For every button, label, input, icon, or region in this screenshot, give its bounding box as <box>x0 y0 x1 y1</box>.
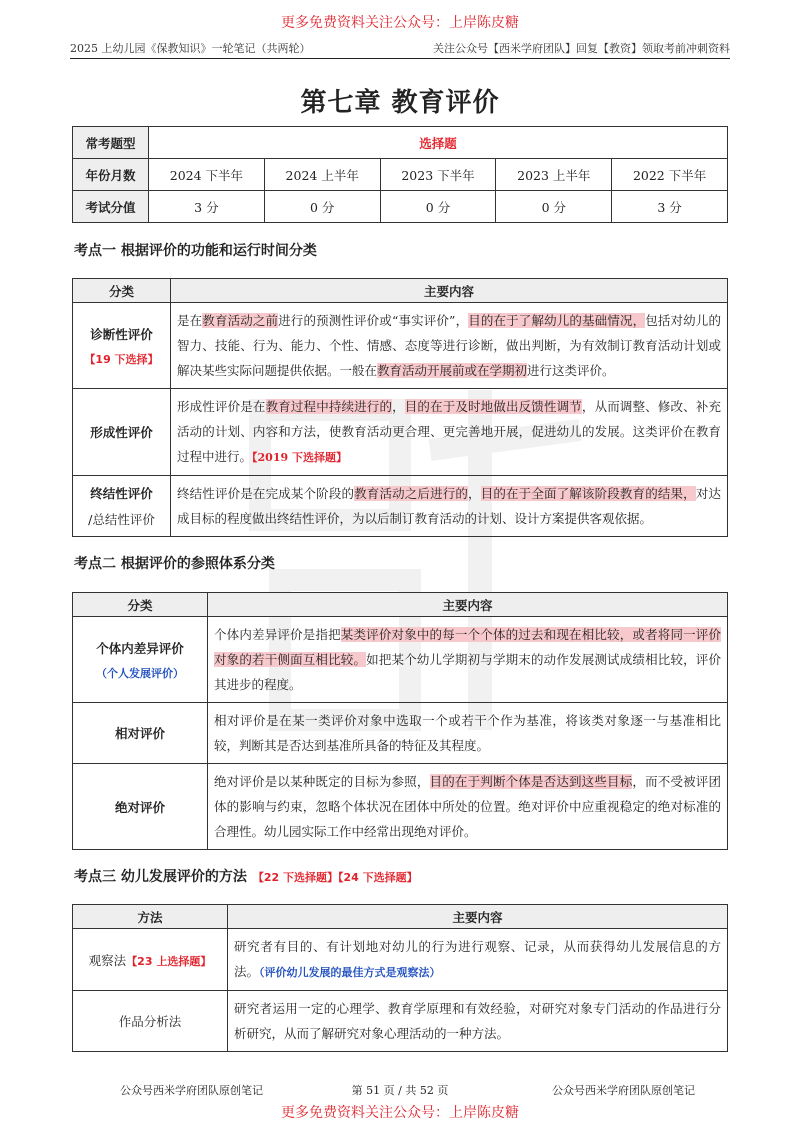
table-row <box>73 703 728 764</box>
year-cell: 2024 下半年 <box>149 159 265 191</box>
exam-tag: 【2019 下选择题】 <box>252 451 347 464</box>
formative-eval-name: 形成性评价 <box>73 389 171 476</box>
section3-title-text: 考点三 幼儿发展评价的方法 <box>74 869 247 885</box>
row-name-text: 个体内差异评价 <box>96 640 184 656</box>
section3-title <box>74 866 418 886</box>
page-number: 第 51 页 / 共 52 页 <box>351 1084 449 1097</box>
section2-table <box>72 592 728 850</box>
row-name-text: 诊断性评价 <box>90 326 153 342</box>
table-row <box>73 929 728 991</box>
score-cell: 0 分 <box>496 191 612 223</box>
table-row <box>73 476 728 537</box>
year-cell: 2023 下半年 <box>380 159 496 191</box>
table-row <box>73 303 728 389</box>
section1-col-category: 分类 <box>73 279 171 303</box>
exam-frequency-table <box>72 126 728 223</box>
work-analysis-method-name: 作品分析法 <box>73 991 228 1052</box>
section1-title: 考点一 根据评价的功能和运行时间分类 <box>74 243 317 259</box>
score-cell: 3 分 <box>612 191 728 223</box>
table-row <box>73 389 728 476</box>
note-text: （评价幼儿发展的最佳方式是观察法） <box>259 966 441 979</box>
score-row <box>73 191 728 223</box>
top-promo-banner: 更多免费资料关注公众号：上岸陈皮糖 <box>281 15 519 31</box>
year-cell: 2024 上半年 <box>264 159 380 191</box>
page-header <box>70 40 730 58</box>
header-left-text: 2025 上幼儿园《保教知识》一轮笔记（共两轮） <box>70 42 311 55</box>
section2-title: 考点二 根据评价的参照体系分类 <box>74 556 275 572</box>
question-type-row <box>73 127 728 159</box>
section3-col-method: 方法 <box>73 905 228 929</box>
header-divider <box>70 58 730 59</box>
row-name-text: 观察法 <box>88 952 127 968</box>
formative-eval-content: 形成性评价是在教育过程中持续进行的，目的在于及时地做出反馈性调节，从而调整、修改、补充活动的计划、内容和方法，使教育活动更合理、更完善地开展，促进幼儿的发展。这类评价在教育过程中进行。【2019 下选择题】 <box>171 389 728 476</box>
footer-right: 公众号西米学府团队原创笔记 <box>552 1084 695 1097</box>
year-label: 年份月数 <box>73 159 149 191</box>
diagnostic-eval-name <box>73 303 171 389</box>
year-cell: 2023 上半年 <box>496 159 612 191</box>
table-row <box>73 764 728 850</box>
bottom-promo-banner: 更多免费资料关注公众号：上岸陈皮糖 <box>281 1105 519 1121</box>
section2-col-category: 分类 <box>73 593 208 617</box>
row-name-alt: （个人发展评价） <box>96 666 184 680</box>
intra-individual-eval-content: 个体内差异评价是指把某类评价对象中的每一个个体的过去和现在相比较，或者将同一评价对象的若干侧面互相比较。如把某个幼儿学期初与学期末的动作发展测试成绩相比较，评价其进步的程度。 <box>208 617 728 703</box>
section1-table <box>72 278 728 537</box>
year-row <box>73 159 728 191</box>
observation-method-content: 研究者有目的、有计划地对幼儿的行为进行观察、记录，从而获得幼儿发展信息的方法。（评价幼儿发展的最佳方式是观察法） <box>228 929 728 991</box>
summative-eval-name <box>73 476 171 537</box>
section1-col-content: 主要内容 <box>171 279 728 303</box>
absolute-eval-content: 绝对评价是以某种既定的目标为参照，目的在于判断个体是否达到这些目标，而不受被评团体的影响与约束，忽略个体状况在团体中所处的位置。绝对评价中应重视稳定的绝对标准的合理性。幼儿园实际工作中经常出现绝对评价。 <box>208 764 728 850</box>
table-row <box>73 617 728 703</box>
summative-eval-content: 终结性评价是在完成某个阶段的教育活动之后进行的，目的在于全面了解该阶段教育的结果，对达成目标的程度做出终结性评价，为以后制订教育活动的计划、设计方案提供客观依据。 <box>171 476 728 537</box>
footer-left: 公众号西米学府团队原创笔记 <box>120 1084 263 1097</box>
score-cell: 3 分 <box>149 191 265 223</box>
section3-col-content: 主要内容 <box>228 905 728 929</box>
intra-individual-eval-name <box>73 617 208 703</box>
score-cell: 0 分 <box>380 191 496 223</box>
chapter-title: 第七章 教育评价 <box>300 88 500 118</box>
table-row <box>73 991 728 1052</box>
row-name-text: 终结性评价 <box>90 486 153 501</box>
relative-eval-name: 相对评价 <box>73 703 208 764</box>
year-cell: 2022 下半年 <box>612 159 728 191</box>
section3-exam-tag: 【22 下选择题】【24 下选择题】 <box>252 871 418 884</box>
relative-eval-content: 相对评价是在某一类评价对象中选取一个或若干个作为基准，将该类对象逐一与基准相比较，判断其是否达到基准所具备的特征及其程度。 <box>208 703 728 764</box>
score-label: 考试分值 <box>73 191 149 223</box>
row-name-alt: /总结性评价 <box>88 512 155 527</box>
section3-table <box>72 904 728 1052</box>
section2-col-content: 主要内容 <box>208 593 728 617</box>
question-type-value: 选择题 <box>149 127 728 159</box>
score-cell: 0 分 <box>264 191 380 223</box>
work-analysis-method-content: 研究者运用一定的心理学、教育学原理和有效经验，对研究对象专门活动的作品进行分析研究，从而了解研究对象心理活动的一种方法。 <box>228 991 728 1052</box>
absolute-eval-name: 绝对评价 <box>73 764 208 850</box>
header-right-text: 关注公众号【西米学府团队】回复【教资】领取考前冲刺资料 <box>433 42 730 55</box>
question-type-label: 常考题型 <box>73 127 149 159</box>
exam-tag: 【23 上选择题】 <box>126 954 212 968</box>
observation-method-name <box>73 929 228 991</box>
exam-tag: 【19 下选择】 <box>84 352 159 366</box>
diagnostic-eval-content: 是在教育活动之前进行的预测性评价或“事实评价”，目的在于了解幼儿的基础情况，包括对幼儿的智力、技能、行为、能力、个性、情感、态度等进行诊断，做出判断，为有效制订教育活动计划或解决某些实际问题提供依据。一般在教育活动开展前或在学期初进行这类评价。 <box>171 303 728 389</box>
